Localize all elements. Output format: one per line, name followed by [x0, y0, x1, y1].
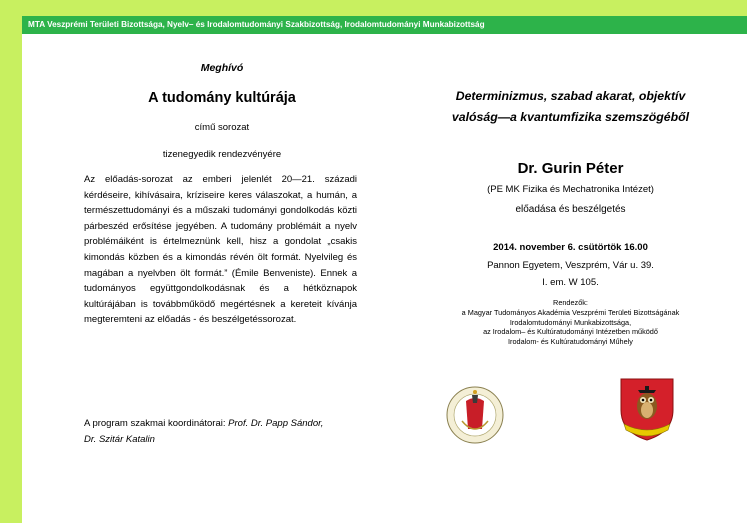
- organizers: [394, 298, 747, 347]
- series-title: A tudomány kultúrája: [148, 90, 296, 106]
- description-text: Az előadás-sorozat az emberi jelenlét 20—21. századi kérdéseire, kihívásaira, kríziseire keres válaszokat, a humán, a természettudományi és a műszaki tudományi gondolkodás közti párbeszéd erősítése jegyében. A tudomány problémáit a nyelv problémáiként is értelmeznünk kell, hisz a gondolat „csakis kimondás közben és a kimondás révén ölt formát. Nyelvileg és magában a nyelvben ölt formát.” (Émile Benveniste). Ennek a tudományos együttgondolkodásnak és a hétköznapok kultúrájában is továbbműködő megértésnek a kereteit kívánja megteremteni az előadás - és beszélgetéssorozat.: [84, 174, 357, 326]
- speaker-name: Dr. Gurin Péter: [517, 160, 624, 177]
- speaker-affiliation: (PE MK Fizika és Mechatronika Intézet): [487, 184, 654, 195]
- organizer-line: Irodalom- és Kultúratudományi Műhely: [508, 337, 633, 347]
- lecture-title-line-1: Determinizmus, szabad akarat, objektív: [455, 89, 686, 103]
- event-place: Pannon Egyetem, Veszprém, Vár u. 39.: [487, 260, 654, 271]
- lecture-title-line-2: valóság—a kvantumfizika szemszögéből: [451, 110, 690, 124]
- event-room: I. em. W 105.: [542, 277, 599, 288]
- organizer-line: Irodalomtudományi Munkabizottsága,: [509, 317, 632, 327]
- coordinators-names-1: Prof. Dr. Papp Sándor,: [228, 418, 324, 429]
- lecture-title: [394, 86, 747, 128]
- event-number: tizenegyedik rendezvényére: [162, 149, 282, 160]
- talk-type: előadása és beszélgetés: [515, 204, 626, 215]
- organizer-line: az Irodalom– és Kultúratudományi Intézetben működő: [483, 327, 658, 337]
- coordinators-label: A program szakmai koordinátorai:: [84, 418, 229, 429]
- coordinators: [84, 416, 359, 448]
- series-subtitle: című sorozat: [194, 122, 250, 133]
- header-bar: MTA Veszprémi Területi Bizottsága, Nyelv– és Irodalomtudományi Szakbizottság, Irodalomtudományi Munkabizottság: [22, 16, 747, 34]
- organizers-label: Rendezők:: [553, 298, 588, 307]
- mta-veab-seal-logo: [444, 381, 506, 453]
- coordinators-names-2: Dr. Szitár Katalin: [84, 434, 155, 445]
- invitation-page: [22, 34, 747, 523]
- event-date: 2014. november 6. csütörtök 16.00: [493, 242, 648, 253]
- invitation-label: Meghívó: [200, 62, 244, 74]
- organizer-line: a Magyar Tudományos Akadémia Veszprémi Területi Bizottságának: [461, 307, 680, 317]
- pannon-university-owl-crest-logo: [618, 376, 676, 442]
